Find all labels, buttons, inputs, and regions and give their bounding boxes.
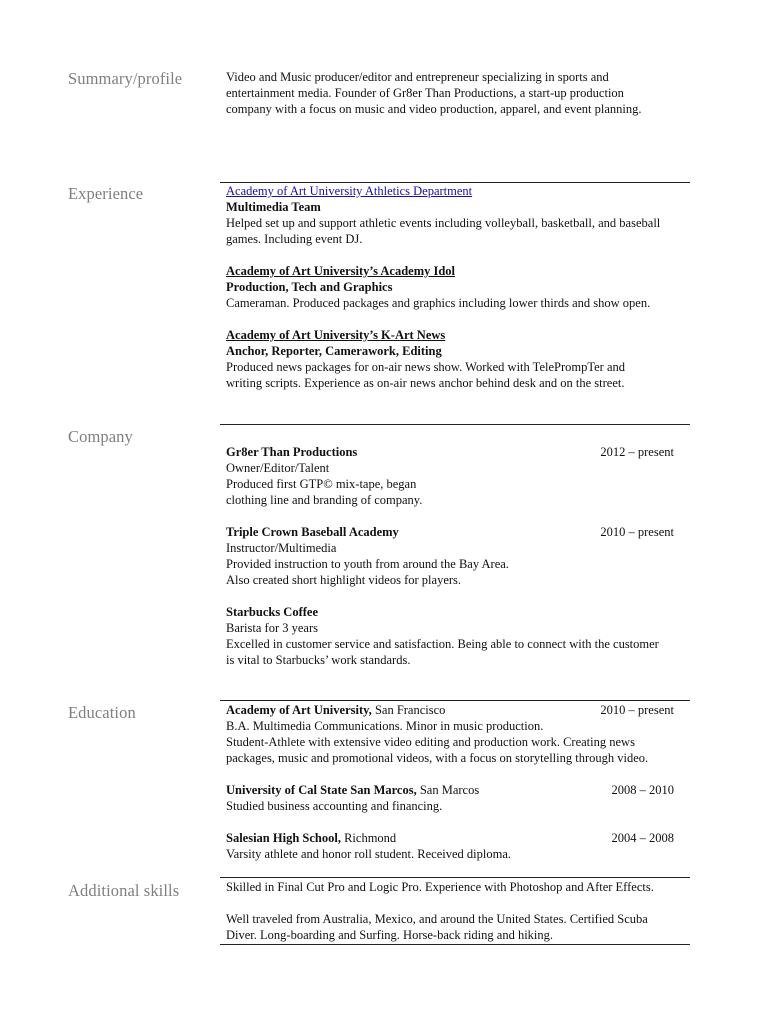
skills-line: Skilled in Final Cut Pro and Logic Pro. Experience with Photoshop and After Effects. (226, 880, 654, 894)
education-dates: 2010 – present (600, 703, 674, 717)
company-line: Produced first GTP© mix-tape, began (226, 477, 417, 491)
company-name: Gr8er Than Productions (226, 445, 358, 459)
company-heading: Company (68, 427, 133, 446)
school-name: Academy of Art University, (226, 703, 372, 717)
bottom-divider (220, 944, 690, 945)
school-name: Salesian High School, (226, 831, 341, 845)
company-name: Starbucks Coffee (226, 605, 319, 619)
skills-text (226, 879, 688, 943)
skills-line: Diver. Long-boarding and Surfing. Horse-back riding and hiking. (226, 928, 554, 942)
experience-role: Multimedia Team (226, 200, 321, 214)
school-location: Richmond (340, 831, 397, 845)
education-heading: Education (68, 703, 136, 722)
skills-divider (220, 877, 690, 878)
experience-desc: Cameraman. Produced packages and graphics including lower thirds and show open. (226, 296, 651, 310)
company-line: Provided instruction to youth from around the Bay Area. (226, 557, 509, 571)
skills-heading: Additional skills (68, 881, 180, 900)
company-line: Owner/Editor/Talent (226, 461, 330, 475)
school-location: San Francisco (371, 703, 446, 717)
company-item-header (226, 524, 688, 540)
company-dates: 2010 – present (600, 525, 674, 539)
experience-desc: Produced news packages for on-air news show. Worked with TelePrompTer and (226, 360, 625, 374)
company-line: Instructor/Multimedia (226, 541, 337, 555)
company-divider (220, 424, 690, 425)
company-name: Triple Crown Baseball Academy (226, 525, 399, 539)
company-line: is vital to Starbucks’ work standards. (226, 653, 411, 667)
education-line: packages, music and promotional videos, with a focus on storytelling through video. (226, 751, 649, 765)
company-item-header (226, 604, 688, 620)
education-line: Varsity athlete and honor roll student. Received diploma. (226, 847, 511, 861)
education-line: Student-Athlete with extensive video editing and production work. Creating news (226, 735, 635, 749)
company-line: Barista for 3 years (226, 621, 318, 635)
experience-role: Anchor, Reporter, Camerawork, Editing (226, 344, 442, 358)
education-divider (220, 700, 690, 701)
experience-desc: Helped set up and support athletic events including volleyball, basketball, and baseball (226, 216, 661, 230)
summary-text (226, 69, 688, 117)
education-item-header (226, 702, 688, 718)
company-line: Excelled in customer service and satisfaction. Being able to connect with the customer (226, 637, 659, 651)
skills-line: Well traveled from Australia, Mexico, and around the United States. Certified Scuba (226, 912, 648, 926)
experience-org: Academy of Art University’s K-Art News (226, 328, 446, 342)
experience-desc: writing scripts. Experience as on-air news anchor behind desk and on the street. (226, 376, 625, 390)
summary-line: company with a focus on music and video production, apparel, and event planning. (226, 102, 642, 116)
experience-list (226, 183, 688, 391)
summary-line: Video and Music producer/editor and entrepreneur specializing in sports and (226, 70, 609, 84)
school-location: San Marcos (416, 783, 480, 797)
education-list (226, 702, 688, 862)
education-dates: 2008 – 2010 (611, 783, 674, 797)
school-name: University of Cal State San Marcos, (226, 783, 417, 797)
experience-org-link[interactable]: Academy of Art University Athletics Department (226, 184, 473, 198)
experience-org: Academy of Art University’s Academy Idol (226, 264, 456, 278)
summary-heading: Summary/profile (68, 69, 183, 88)
education-line: B.A. Multimedia Communications. Minor in music production. (226, 719, 544, 733)
education-line: Studied business accounting and financing. (226, 799, 443, 813)
education-item-header (226, 782, 688, 798)
company-list (226, 444, 688, 668)
education-dates: 2004 – 2008 (611, 831, 674, 845)
summary-line: entertainment media. Founder of Gr8er Than Productions, a start-up production (226, 86, 624, 100)
company-line: clothing line and branding of company. (226, 493, 423, 507)
company-line: Also created short highlight videos for players. (226, 573, 462, 587)
company-item-header (226, 444, 688, 460)
company-dates: 2012 – present (600, 445, 674, 459)
education-item-header (226, 830, 688, 846)
experience-role: Production, Tech and Graphics (226, 280, 393, 294)
experience-heading: Experience (68, 184, 144, 203)
experience-desc: games. Including event DJ. (226, 232, 363, 246)
